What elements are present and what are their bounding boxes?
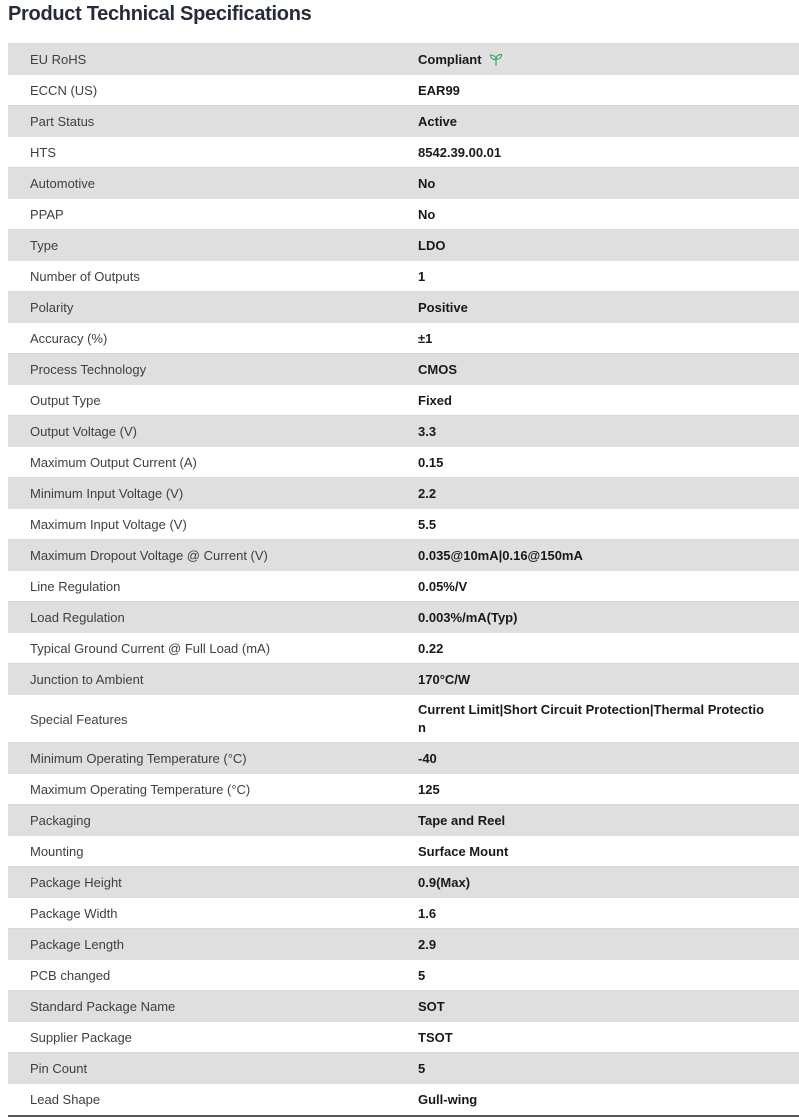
table-row <box>8 743 799 774</box>
spec-label: Maximum Dropout Voltage @ Current (V) <box>30 548 268 563</box>
page-title: Product Technical Specifications <box>8 3 312 25</box>
spec-value <box>418 603 770 633</box>
spec-label: Typical Ground Current @ Full Load (mA) <box>30 641 271 656</box>
spec-value <box>418 541 770 571</box>
spec-label: Automotive <box>30 176 96 191</box>
spec-value <box>418 992 770 1022</box>
spec-label: Package Height <box>30 875 122 890</box>
spec-label: Accuracy (%) <box>30 331 108 346</box>
table-row <box>8 960 799 991</box>
spec-value-text: 125 <box>418 781 440 797</box>
spec-value-text: ±1 <box>418 330 433 346</box>
spec-value <box>418 1023 770 1053</box>
spec-value-text: 0.05%/V <box>418 578 468 594</box>
spec-value <box>418 448 770 478</box>
spec-value-text: -40 <box>418 750 437 766</box>
spec-value <box>418 899 770 929</box>
table-row <box>8 292 799 323</box>
table-row <box>8 354 799 385</box>
table-row <box>8 44 799 75</box>
table-row <box>8 478 799 509</box>
spec-value-text: 0.15 <box>418 454 444 470</box>
spec-value-text: 0.003%/mA(Typ) <box>418 609 518 625</box>
spec-value-text: TSOT <box>418 1029 453 1045</box>
spec-value-text: Positive <box>418 299 468 315</box>
spec-value <box>418 806 770 836</box>
table-row <box>8 385 799 416</box>
table-row <box>8 867 799 898</box>
spec-label: Pin Count <box>30 1061 88 1076</box>
spec-value <box>418 45 770 75</box>
spec-label: Maximum Input Voltage (V) <box>30 517 187 532</box>
table-row <box>8 416 799 447</box>
spec-value-text: CMOS <box>418 361 457 377</box>
table-row <box>8 106 799 137</box>
spec-label: Load Regulation <box>30 610 125 625</box>
spec-value-text: 1.6 <box>418 905 437 921</box>
spec-value <box>418 324 770 354</box>
spec-label: Lead Shape <box>30 1092 101 1107</box>
spec-value-text: 3.3 <box>418 423 437 439</box>
spec-value-text: Current Limit|Short Circuit Protection|Thermal Protection <box>418 702 765 735</box>
spec-value <box>418 837 770 867</box>
table-row <box>8 199 799 230</box>
table-row <box>8 137 799 168</box>
spec-value <box>418 572 770 602</box>
spec-label: EU RoHS <box>30 52 87 67</box>
spec-value-text: 8542.39.00.01 <box>418 144 502 160</box>
spec-value-text: No <box>418 206 436 222</box>
spec-value-text: Compliant <box>418 51 482 67</box>
spec-value <box>418 138 770 168</box>
spec-value <box>418 76 770 106</box>
spec-value-text: No <box>418 175 436 191</box>
spec-table <box>8 44 799 1117</box>
eco-leaf-icon <box>488 52 504 67</box>
spec-label: Type <box>30 238 59 253</box>
spec-label: PCB changed <box>30 968 111 983</box>
spec-value-text: Fixed <box>418 392 452 408</box>
spec-value <box>418 868 770 898</box>
spec-value <box>418 200 770 230</box>
spec-value-text: 0.22 <box>418 640 444 656</box>
spec-value <box>418 510 770 540</box>
spec-value <box>418 417 770 447</box>
spec-value-text: Active <box>418 113 458 129</box>
spec-value <box>418 695 770 743</box>
spec-value-text: 5 <box>418 1060 426 1076</box>
table-row <box>8 75 799 106</box>
spec-label: Special Features <box>30 711 128 727</box>
spec-value <box>418 665 770 695</box>
spec-value <box>418 293 770 323</box>
spec-label: Supplier Package <box>30 1030 132 1045</box>
table-row <box>8 447 799 478</box>
table-row <box>8 774 799 805</box>
spec-label: Output Type <box>30 393 101 408</box>
spec-label: Line Regulation <box>30 579 121 594</box>
table-row <box>8 540 799 571</box>
spec-value-text: 0.9(Max) <box>418 874 471 890</box>
table-row <box>8 230 799 261</box>
table-row <box>8 664 799 695</box>
table-row <box>8 509 799 540</box>
spec-label: Maximum Output Current (A) <box>30 455 197 470</box>
table-row <box>8 1022 799 1053</box>
table-row <box>8 633 799 664</box>
spec-value <box>418 1054 770 1084</box>
spec-value <box>418 961 770 991</box>
spec-value <box>418 634 770 664</box>
spec-value-text: Surface Mount <box>418 843 509 859</box>
spec-value <box>418 930 770 960</box>
spec-value-text: EAR99 <box>418 82 460 98</box>
spec-value-text: Gull-wing <box>418 1091 478 1107</box>
spec-label: Minimum Operating Temperature (°C) <box>30 751 247 766</box>
spec-value-text: 2.9 <box>418 936 437 952</box>
table-row <box>8 836 799 867</box>
spec-label: Package Width <box>30 906 118 921</box>
spec-label: Process Technology <box>30 362 147 377</box>
table-row <box>8 168 799 199</box>
spec-value-text: Tape and Reel <box>418 812 506 828</box>
spec-label: PPAP <box>30 207 64 222</box>
spec-value <box>418 744 770 774</box>
table-row <box>8 1053 799 1084</box>
spec-label: Package Length <box>30 937 124 952</box>
spec-label: Mounting <box>30 844 84 859</box>
table-row <box>8 929 799 960</box>
spec-value-text: 2.2 <box>418 485 437 501</box>
spec-value-text: 5.5 <box>418 516 437 532</box>
spec-label: ECCN (US) <box>30 83 98 98</box>
spec-label: Packaging <box>30 813 91 828</box>
table-row <box>8 991 799 1022</box>
spec-value-text: 170°C/W <box>418 671 471 687</box>
spec-value <box>418 386 770 416</box>
spec-label: Minimum Input Voltage (V) <box>30 486 184 501</box>
spec-value-text: 0.035@10mA|0.16@150mA <box>418 547 583 563</box>
spec-value <box>418 107 770 137</box>
spec-label: Junction to Ambient <box>30 672 144 687</box>
spec-value-text: SOT <box>418 998 445 1014</box>
spec-label: HTS <box>30 145 56 160</box>
spec-label: Polarity <box>30 300 74 315</box>
table-row <box>8 602 799 633</box>
table-row <box>8 695 799 743</box>
spec-value-text: 1 <box>418 268 426 284</box>
table-row <box>8 1084 799 1115</box>
spec-label: Output Voltage (V) <box>30 424 137 439</box>
spec-value <box>418 1085 770 1115</box>
spec-label: Part Status <box>30 114 95 129</box>
spec-value <box>418 169 770 199</box>
table-row <box>8 323 799 354</box>
spec-label: Maximum Operating Temperature (°C) <box>30 782 251 797</box>
spec-value <box>418 479 770 509</box>
spec-label: Standard Package Name <box>30 999 176 1014</box>
spec-value-text: 5 <box>418 967 426 983</box>
spec-value-text: LDO <box>418 237 446 253</box>
spec-label: Number of Outputs <box>30 269 140 284</box>
spec-value <box>418 355 770 385</box>
table-row <box>8 898 799 929</box>
spec-value <box>418 775 770 805</box>
table-row <box>8 571 799 602</box>
table-row <box>8 805 799 836</box>
table-row <box>8 261 799 292</box>
spec-value <box>418 231 770 261</box>
spec-value <box>418 262 770 292</box>
